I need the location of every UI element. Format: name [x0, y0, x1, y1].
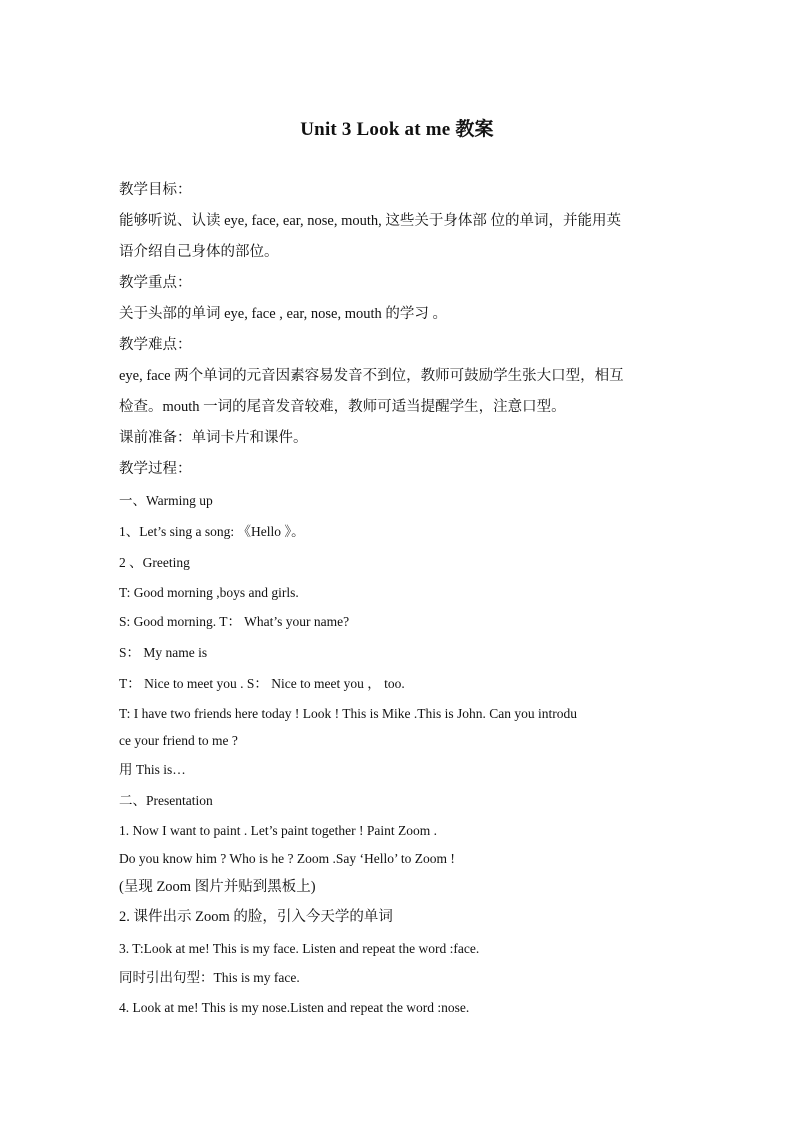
paragraph-line: 关于头部的单词 eye, face , ear, nose, mouth 的学习 。	[119, 306, 448, 322]
paragraph-line: 1. Now I want to paint . Let’s paint together ! Paint Zoom .	[119, 823, 437, 838]
section-heading-difficulties: 教学难点：	[119, 337, 192, 353]
paragraph-line: 同时引出句型：This is my face.	[119, 970, 300, 985]
paragraph-line: ce your friend to me ?	[119, 733, 238, 748]
document-title: Unit 3 Look at me 教案	[300, 119, 494, 140]
section-heading-objectives: 教学目标：	[119, 182, 192, 198]
paragraph-line: 一、Warming up	[119, 493, 213, 508]
paragraph-line: 2. 课件出示 Zoom 的脸，引入今天学的单词	[119, 909, 393, 925]
paragraph-line: 课前准备：单词卡片和课件。	[119, 430, 308, 446]
paragraph-line: 1、Let’s sing a song: 《Hello 》。	[119, 524, 305, 539]
paragraph-line: S: Good morning. T： What’s your name?	[119, 614, 350, 629]
section-heading-process: 教学过程：	[119, 461, 192, 477]
paragraph-line: T： Nice to meet you . S： Nice to meet you ， too.	[119, 676, 405, 691]
paragraph-line: 语介绍自己身体的部位。	[119, 244, 279, 260]
paragraph-line: 二、Presentation	[119, 793, 213, 808]
paragraph-line: 2 、Greeting	[119, 555, 190, 570]
paragraph-line: 用 This is…	[119, 762, 186, 777]
paragraph-line: eye, face 两个单词的元音因素容易发音不到位，教师可鼓励学生张大口型，相互	[119, 368, 624, 384]
paragraph-line: T: Good morning ,boys and girls.	[119, 585, 299, 600]
paragraph-line: T: I have two friends here today ! Look ! This is Mike .This is John. Can you introdu	[119, 706, 578, 721]
paragraph-line: 3. T:Look at me! This is my face. Listen and repeat the word :face.	[119, 941, 480, 956]
paragraph-line: 4. Look at me! This is my nose.Listen and repeat the word :nose.	[119, 1000, 470, 1015]
paragraph-line: Do you know him ? Who is he ? Zoom .Say ‘Hello’ to Zoom !	[119, 851, 455, 866]
section-heading-key-points: 教学重点：	[119, 275, 192, 291]
paragraph-line: 能够听说、认读 eye, face, ear, nose, mouth, 这些关于身体部 位的单词，并能用英	[119, 213, 622, 229]
paragraph-line: S： My name is	[119, 645, 208, 660]
paragraph-line: (呈现 Zoom 图片并贴到黑板上)	[119, 879, 316, 895]
paragraph-line: 检查。mouth 一词的尾音发音较难，教师可适当提醒学生，注意口型。	[119, 399, 566, 415]
